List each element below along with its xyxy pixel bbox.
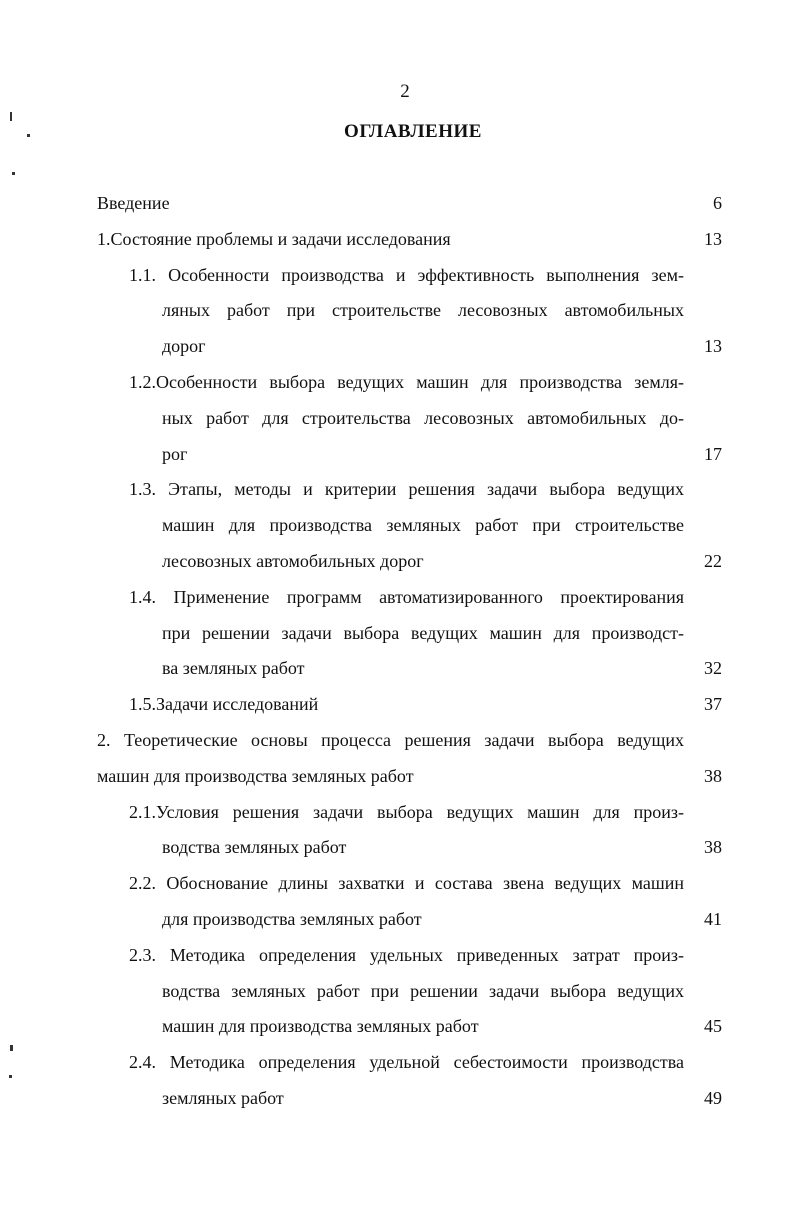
toc-entry-1-5[interactable]: [0, 687, 795, 723]
toc-entry-text: земляных работ: [162, 1087, 284, 1108]
toc-entry-text: 2.1.Условия решения задачи выбора ведущих машин для произ-: [129, 801, 684, 822]
toc-entry-chapter-2[interactable]: [0, 723, 795, 795]
toc-entry-text: 2.4. Методика определения удельной себестоимости производства: [129, 1052, 684, 1073]
toc-entry-text: 1.3. Этапы, методы и критерии решения задачи выбора ведущих: [129, 479, 684, 500]
toc-entry-2-2[interactable]: [0, 866, 795, 938]
toc-page-number: 13: [704, 336, 722, 357]
toc-page-number: 22: [704, 550, 722, 571]
toc-entry-text: 2. Теоретические основы процесса решения задачи выбора ведущих: [97, 729, 684, 750]
toc-page-number: 17: [704, 443, 722, 464]
toc-entry-chapter-1[interactable]: [0, 222, 795, 258]
toc-page-number: 38: [704, 837, 722, 858]
toc-entry-text: дорог: [162, 336, 206, 357]
toc-entry-text: машин для производства земляных работ: [97, 765, 414, 786]
page-number: 2: [400, 81, 410, 102]
toc-entry-text: 2.2. Обоснование длины захватки и состава звена ведущих машин: [129, 873, 684, 894]
toc-entry-text: рог: [162, 443, 188, 464]
toc-page-number: 6: [713, 193, 722, 213]
toc-entry-text: ва земляных работ: [162, 658, 305, 679]
table-of-contents: [0, 186, 795, 1117]
toc-entry-2-4[interactable]: [0, 1045, 795, 1117]
toc-page-number: 41: [704, 908, 722, 929]
toc-entry-text: Введение: [97, 193, 170, 213]
toc-entry-1-1[interactable]: [0, 258, 795, 365]
toc-entry-text: машин для производства земляных работ: [162, 1016, 479, 1037]
toc-entry-text: при решении задачи выбора ведущих машин для производст-: [162, 622, 684, 643]
toc-entry-text: 1.1. Особенности производства и эффективность выполнения зем-: [129, 264, 684, 285]
toc-entry-1-4[interactable]: [0, 580, 795, 687]
toc-entry-1-2[interactable]: [0, 365, 795, 472]
toc-entry-text: 1.Состояние проблемы и задачи исследования: [97, 228, 451, 249]
toc-page-number: 37: [704, 694, 722, 715]
toc-entry-text: лесовозных автомобильных дорог: [162, 550, 424, 571]
toc-entry-text: 1.4. Применение программ автоматизированного проектирования: [129, 586, 684, 607]
toc-entry-2-3[interactable]: [0, 938, 795, 1045]
toc-entry-text: водства земляных работ: [162, 837, 347, 858]
toc-page-number: 38: [704, 765, 722, 786]
toc-page-number: 45: [704, 1016, 722, 1037]
toc-entry-text: ных работ для строительства лесовозных автомобильных до-: [162, 407, 684, 428]
toc-entry-text: для производства земляных работ: [162, 908, 422, 929]
toc-page-number: 49: [704, 1087, 722, 1108]
toc-entry-text: водства земляных работ при решении задачи выбора ведущих: [162, 980, 684, 1001]
toc-page-number: 13: [704, 228, 722, 249]
scan-mark: [12, 172, 15, 175]
toc-entry-1-3[interactable]: [0, 472, 795, 579]
toc-entry-text: 1.2.Особенности выбора ведущих машин для производства земля-: [129, 371, 684, 392]
toc-entry-text: 1.5.Задачи исследований: [129, 694, 319, 715]
toc-entry-text: машин для производства земляных работ при строительстве: [162, 515, 684, 536]
toc-entry-2-1[interactable]: [0, 795, 795, 867]
toc-entry-text: 2.3. Методика определения удельных приведенных затрат произ-: [129, 944, 684, 965]
toc-page-number: 32: [704, 658, 722, 679]
page-title: ОГЛАВЛЕНИЕ: [344, 121, 482, 142]
toc-entry-intro[interactable]: [0, 186, 795, 222]
toc-entry-text: ляных работ при строительстве лесовозных автомобильных: [162, 300, 684, 321]
